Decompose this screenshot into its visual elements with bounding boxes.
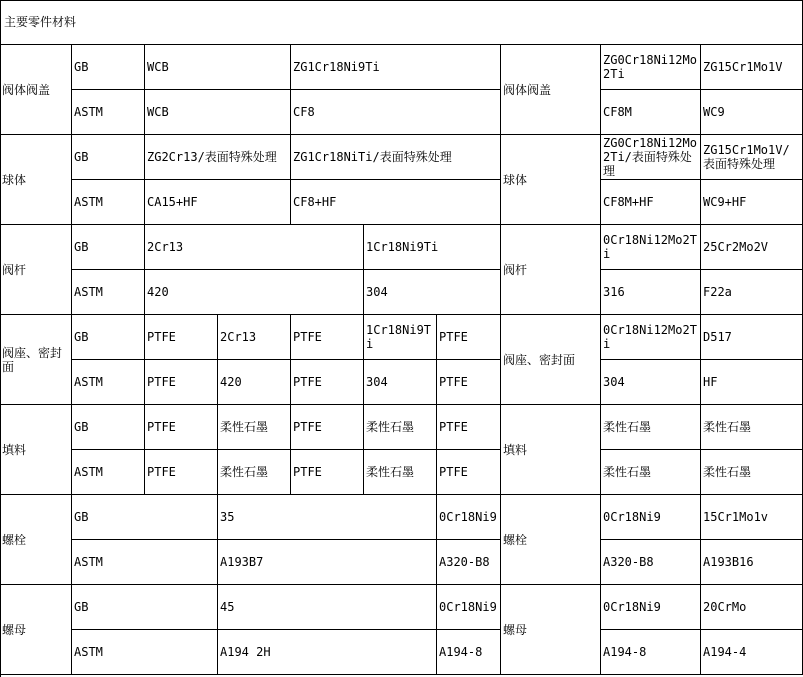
material-right-cell: WC9+HF [701,180,803,225]
standard-cell: ASTM [72,360,145,405]
part-name-right-cell: 螺栓 [501,495,601,585]
material-right-cell: D517 [701,315,803,360]
part-name-right-cell: 阀杆 [501,225,601,315]
material-right-cell: 柔性石墨 [701,405,803,450]
material-cell: 45 [218,585,437,630]
material-right-cell: 304 [601,360,701,405]
standard-cell: GB [72,585,218,630]
material-right-cell: 柔性石墨 [601,405,701,450]
material-cell: A194-8 [437,630,501,675]
material-right-cell: 0Cr18Ni9 [601,585,701,630]
material-cell: ZG1Cr18NiTi/表面特殊处理 [291,135,501,180]
material-cell: A193B7 [218,540,437,585]
material-cell: 1Cr18Ni9Ti [364,315,437,360]
material-cell: 35 [218,495,437,540]
material-right-cell: 柔性石墨 [601,450,701,495]
material-right-cell: F22a [701,270,803,315]
material-cell: PTFE [291,450,364,495]
part-name-right-cell: 球体 [501,135,601,225]
material-right-cell: A194-4 [701,630,803,675]
standard-cell: ASTM [72,450,145,495]
material-cell: 柔性石墨 [218,450,291,495]
table-title: 主要零件材料 [0,0,803,45]
material-cell: 0Cr18Ni9 [437,585,501,630]
material-right-cell: ZG0Cr18Ni12Mo2Ti/表面特殊处理 [601,135,701,180]
part-name-cell: 填料 [0,405,72,495]
material-cell: 1Cr18Ni9Ti [364,225,501,270]
material-cell: PTFE [437,405,501,450]
material-cell: CF8 [291,90,501,135]
material-cell: PTFE [145,360,218,405]
material-cell: PTFE [291,360,364,405]
part-name-cell: 阀体阀盖 [0,45,72,135]
material-cell: PTFE [291,315,364,360]
part-name-cell: 螺栓 [0,495,72,585]
material-cell: WCB [145,90,291,135]
material-cell: 304 [364,270,501,315]
standard-cell: ASTM [72,180,145,225]
material-right-cell: 0Cr18Ni9 [601,495,701,540]
material-cell: 2Cr13 [145,225,364,270]
material-cell: A320-B8 [437,540,501,585]
material-cell: CA15+HF [145,180,291,225]
standard-cell: GB [72,135,145,180]
material-right-cell: ZG0Cr18Ni12Mo2Ti [601,45,701,90]
material-cell: PTFE [291,405,364,450]
material-right-cell: 0Cr18Ni12Mo2Ti [601,225,701,270]
standard-cell: GB [72,225,145,270]
material-right-cell: 20CrMo [701,585,803,630]
material-cell: ZG1Cr18Ni9Ti [291,45,501,90]
material-right-cell: ZG15Cr1Mo1V [701,45,803,90]
material-cell: 柔性石墨 [218,405,291,450]
material-cell: 420 [218,360,291,405]
material-cell: WCB [145,45,291,90]
material-cell: 柔性石墨 [364,405,437,450]
standard-cell: GB [72,405,145,450]
part-name-right-cell: 填料 [501,405,601,495]
material-cell: CF8+HF [291,180,501,225]
material-right-cell: CF8M [601,90,701,135]
standard-cell: ASTM [72,540,218,585]
material-cell: PTFE [145,315,218,360]
material-right-cell: 柔性石墨 [701,450,803,495]
material-right-cell: 25Cr2Mo2V [701,225,803,270]
material-right-cell: A320-B8 [601,540,701,585]
material-right-cell: 316 [601,270,701,315]
material-right-cell: HF [701,360,803,405]
material-right-cell: ZG15Cr1Mo1V/表面特殊处理 [701,135,803,180]
material-cell: PTFE [437,360,501,405]
part-name-right-cell: 螺母 [501,585,601,675]
material-cell: 304 [364,360,437,405]
part-name-right-cell: 阀座、密封面 [501,315,601,405]
material-right-cell: A194-8 [601,630,701,675]
standard-cell: ASTM [72,90,145,135]
standard-cell: ASTM [72,630,218,675]
material-cell: 420 [145,270,364,315]
material-right-cell: 15Cr1Mo1v [701,495,803,540]
part-name-right-cell: 阀体阀盖 [501,45,601,135]
material-cell: PTFE [145,405,218,450]
material-cell: ZG2Cr13/表面特殊处理 [145,135,291,180]
material-cell: PTFE [437,315,501,360]
material-cell: A194 2H [218,630,437,675]
material-right-cell: 0Cr18Ni12Mo2Ti [601,315,701,360]
part-name-cell: 阀杆 [0,225,72,315]
part-name-cell: 阀座、密封面 [0,315,72,405]
standard-cell: GB [72,495,218,540]
material-cell: 2Cr13 [218,315,291,360]
material-right-cell: WC9 [701,90,803,135]
standard-cell: GB [72,45,145,90]
material-right-cell: CF8M+HF [601,180,701,225]
part-name-cell: 螺母 [0,585,72,675]
material-cell: 柔性石墨 [364,450,437,495]
material-right-cell: A193B16 [701,540,803,585]
material-cell: PTFE [145,450,218,495]
part-name-cell: 球体 [0,135,72,225]
standard-cell: GB [72,315,145,360]
material-cell: PTFE [437,450,501,495]
material-cell: 0Cr18Ni9 [437,495,501,540]
standard-cell: ASTM [72,270,145,315]
